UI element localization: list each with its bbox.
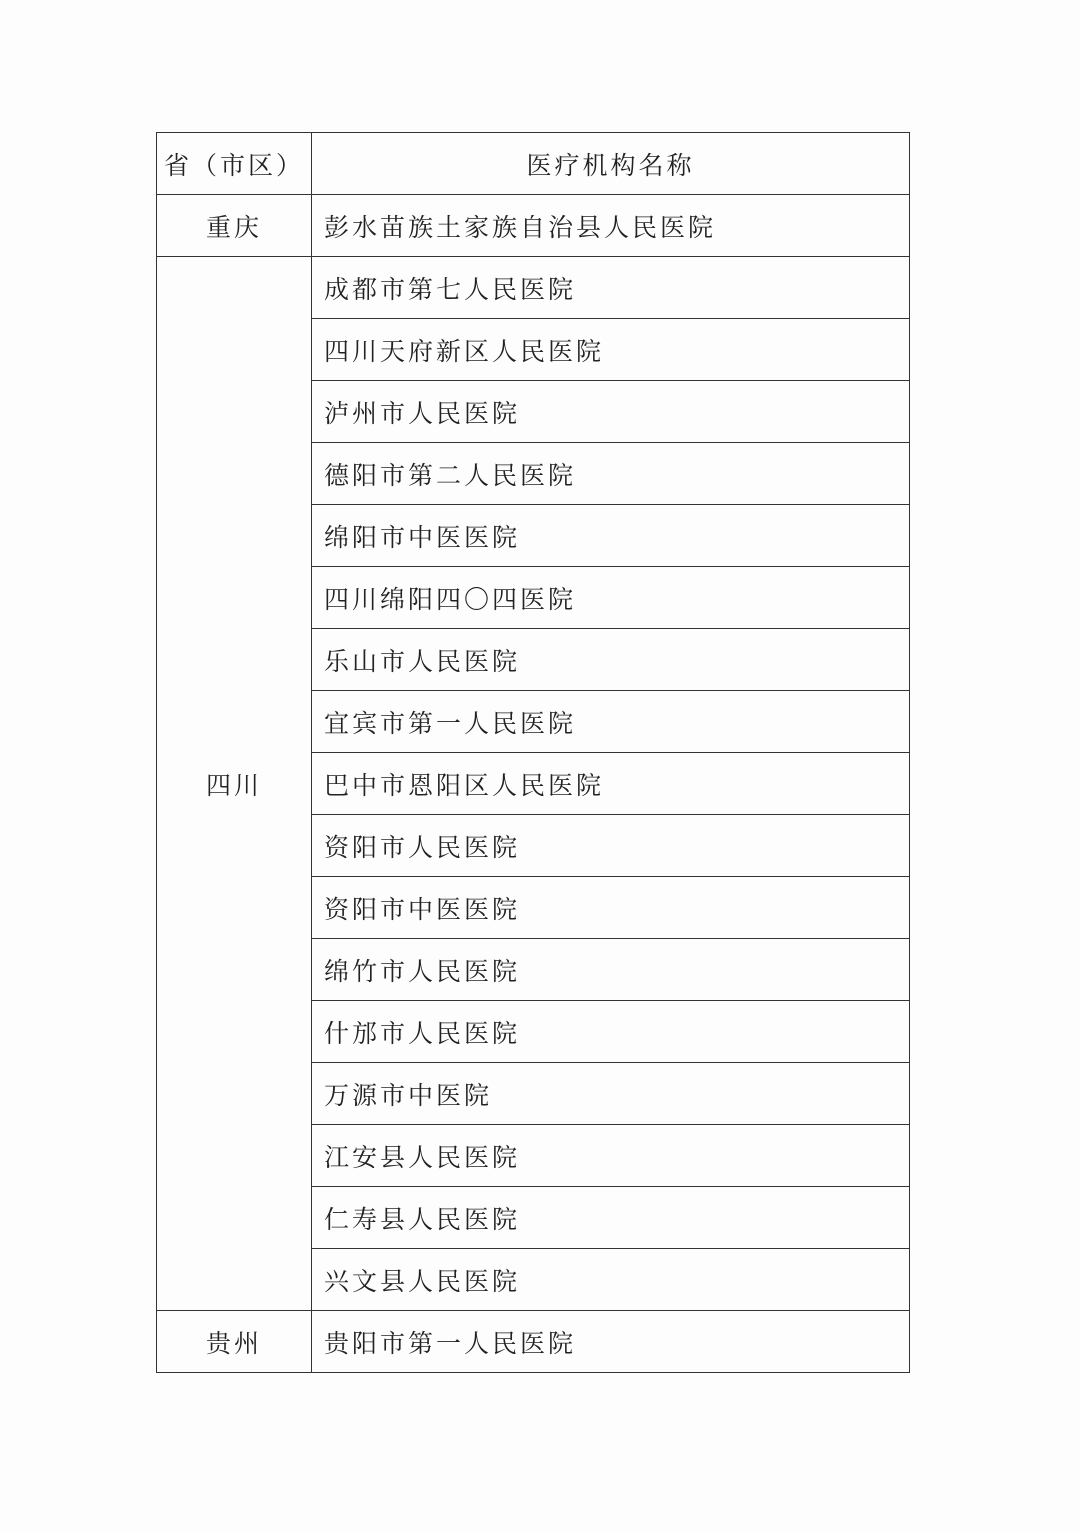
table-row xyxy=(157,195,910,257)
hospital-name-cell: 四川天府新区人民医院 xyxy=(312,319,910,381)
hospital-name-cell: 宜宾市第一人民医院 xyxy=(312,691,910,753)
hospital-name-cell: 贵阳市第一人民医院 xyxy=(312,1311,910,1373)
hospital-name-cell: 绵阳市中医医院 xyxy=(312,505,910,567)
hospital-name-cell: 巴中市恩阳区人民医院 xyxy=(312,753,910,815)
hospital-name-cell: 兴文县人民医院 xyxy=(312,1249,910,1311)
hospital-name-cell: 四川绵阳四〇四医院 xyxy=(312,567,910,629)
header-province: 省（市区） xyxy=(157,133,312,195)
hospital-name-cell: 乐山市人民医院 xyxy=(312,629,910,691)
table-row xyxy=(157,1311,910,1373)
province-cell-guizhou: 贵州 xyxy=(157,1311,312,1373)
hospital-name-cell: 万源市中医院 xyxy=(312,1063,910,1125)
province-cell-chongqing: 重庆 xyxy=(157,195,312,257)
hospital-name-cell: 什邡市人民医院 xyxy=(312,1001,910,1063)
province-cell-sichuan: 四川 xyxy=(157,257,312,1311)
hospital-name-cell: 彭水苗族土家族自治县人民医院 xyxy=(312,195,910,257)
hospital-name-cell: 德阳市第二人民医院 xyxy=(312,443,910,505)
hospital-name-cell: 资阳市人民医院 xyxy=(312,815,910,877)
hospital-name-cell: 江安县人民医院 xyxy=(312,1125,910,1187)
header-institution-name: 医疗机构名称 xyxy=(312,133,910,195)
hospital-name-cell: 绵竹市人民医院 xyxy=(312,939,910,1001)
table-row xyxy=(157,257,910,319)
hospital-name-cell: 泸州市人民医院 xyxy=(312,381,910,443)
hospital-list-table xyxy=(156,132,910,1373)
hospital-name-cell: 资阳市中医医院 xyxy=(312,877,910,939)
hospital-name-cell: 仁寿县人民医院 xyxy=(312,1187,910,1249)
hospital-name-cell: 成都市第七人民医院 xyxy=(312,257,910,319)
table-header-row xyxy=(157,133,910,195)
